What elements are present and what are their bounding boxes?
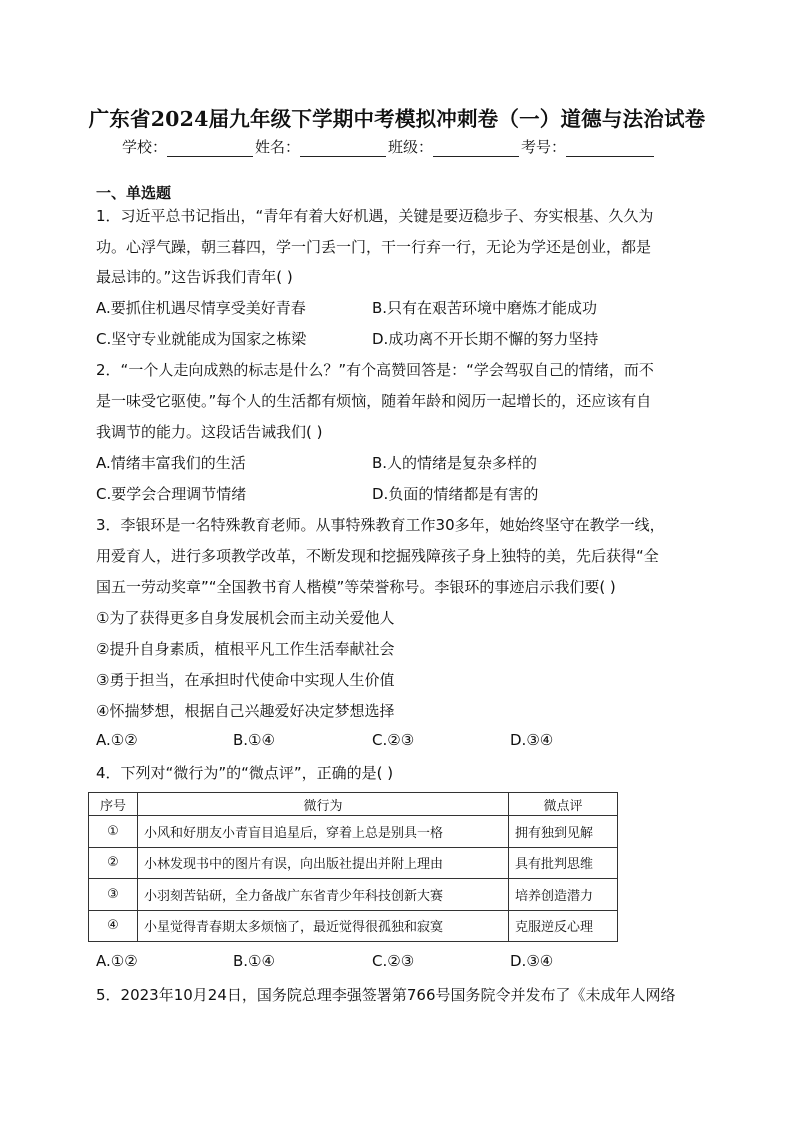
row-number: ① bbox=[89, 816, 138, 848]
row-comment: 具有批判思维 bbox=[509, 847, 618, 879]
table-row bbox=[89, 910, 618, 942]
q2-stem-line-3: 我调节的能力。这段话告诫我们( ) bbox=[96, 423, 323, 441]
header-comment: 微点评 bbox=[509, 793, 618, 816]
q1-stem-line-1: 1．习近平总书记指出，“青年有着大好机遇，关键是要迈稳步子、夯实根基、久久为 bbox=[96, 207, 654, 225]
table-header-row bbox=[89, 793, 618, 816]
q3-statement-4: ④怀揣梦想，根据自己兴趣爱好决定梦想选择 bbox=[96, 702, 395, 720]
row-behavior: 小风和好朋友小青盲目追星后，穿着上总是别具一格 bbox=[138, 816, 509, 848]
q1-option-a[interactable]: A.要抓住机遇尽情享受美好青春 bbox=[96, 299, 306, 317]
q3-stem-line-3: 国五一劳动奖章”“全国教书育人楷模”等荣誉称号。李银环的事迹启示我们要( ) bbox=[96, 578, 616, 596]
q2-stem-line-2: 是一味受它驱使。”每个人的生活都有烦恼，随着年龄和阅历一起增长的，还应该有自 bbox=[96, 392, 652, 410]
q1-stem-line-3: 最忌讳的。”这告诉我们青年( ) bbox=[96, 268, 293, 286]
q5-stem-line-1: 5．2023年10月24日，国务院总理李强签署第766号国务院令并发布了《未成年人网络 bbox=[96, 986, 676, 1004]
q4-option-a[interactable]: A.①② bbox=[96, 952, 138, 970]
row-comment: 克服逆反心理 bbox=[509, 910, 618, 942]
row-number: ④ bbox=[89, 910, 138, 942]
table-row bbox=[89, 816, 618, 848]
header-number: 序号 bbox=[89, 793, 138, 816]
row-number: ② bbox=[89, 847, 138, 879]
name-label: 姓名： bbox=[255, 138, 301, 156]
q2-option-c[interactable]: C.要学会合理调节情绪 bbox=[96, 485, 247, 503]
number-blank[interactable] bbox=[566, 140, 654, 157]
q1-option-d[interactable]: D.成功离不开长期不懈的努力坚持 bbox=[372, 330, 599, 348]
q3-statement-1: ①为了获得更多自身发展机会而主动关爱他人 bbox=[96, 609, 395, 627]
q3-option-a[interactable]: A.①② bbox=[96, 731, 138, 749]
q4-option-b[interactable]: B.①④ bbox=[233, 952, 275, 970]
section-heading: 一、单选题 bbox=[96, 184, 172, 202]
q3-option-b[interactable]: B.①④ bbox=[233, 731, 275, 749]
row-behavior: 小羽刻苦钻研，全力备战广东省青少年科技创新大赛 bbox=[138, 879, 509, 911]
q4-option-c[interactable]: C.②③ bbox=[372, 952, 415, 970]
class-label: 班级： bbox=[388, 138, 434, 156]
q3-option-d[interactable]: D.③④ bbox=[510, 731, 554, 749]
q4-stem: 4．下列对“微行为”的“微点评”，正确的是( ) bbox=[96, 764, 394, 782]
q4-option-d[interactable]: D.③④ bbox=[510, 952, 554, 970]
q1-stem-line-2: 功。心浮气躁，朝三暮四，学一门丢一门，干一行弃一行，无论为学还是创业，都是 bbox=[96, 238, 652, 256]
header-behavior: 微行为 bbox=[138, 793, 509, 816]
name-blank[interactable] bbox=[300, 140, 386, 157]
class-blank[interactable] bbox=[433, 140, 519, 157]
q2-option-b[interactable]: B.人的情绪是复杂多样的 bbox=[372, 454, 538, 472]
q2-stem-line-1: 2．“一个人走向成熟的标志是什么？”有个高赞回答是：“学会驾驭自己的情绪，而不 bbox=[96, 361, 654, 379]
q3-statement-3: ③勇于担当，在承担时代使命中实现人生价值 bbox=[96, 671, 395, 689]
q1-option-b[interactable]: B.只有在艰苦环境中磨炼才能成功 bbox=[372, 299, 598, 317]
q3-stem-line-2: 用爱育人，进行多项教学改革，不断发现和挖掘残障孩子身上独特的美，先后获得“全 bbox=[96, 547, 659, 565]
q1-option-c[interactable]: C.坚守专业就能成为国家之栋梁 bbox=[96, 330, 307, 348]
row-behavior: 小林发现书中的图片有误，向出版社提出并附上理由 bbox=[138, 847, 509, 879]
q2-option-a[interactable]: A.情绪丰富我们的生活 bbox=[96, 454, 246, 472]
row-number: ③ bbox=[89, 879, 138, 911]
table-row bbox=[89, 847, 618, 879]
q2-option-d[interactable]: D.负面的情绪都是有害的 bbox=[372, 485, 539, 503]
student-info-row bbox=[122, 136, 656, 157]
q3-stem-line-1: 3．李银环是一名特殊教育老师。从事特殊教育工作30多年，她始终坚守在教学一线， bbox=[96, 516, 665, 534]
exam-title: 广东省2024届九年级下学期中考模拟冲刺卷（一）道德与法治试卷 bbox=[88, 107, 706, 131]
table-row bbox=[89, 879, 618, 911]
school-label: 学校： bbox=[122, 138, 168, 156]
q3-statement-2: ②提升自身素质，植根平凡工作生活奉献社会 bbox=[96, 640, 395, 658]
q4-table bbox=[88, 792, 618, 942]
school-blank[interactable] bbox=[167, 140, 253, 157]
row-comment: 拥有独到见解 bbox=[509, 816, 618, 848]
q3-option-c[interactable]: C.②③ bbox=[372, 731, 415, 749]
row-comment: 培养创造潜力 bbox=[509, 879, 618, 911]
number-label: 考号： bbox=[521, 138, 567, 156]
row-behavior: 小星觉得青春期太多烦恼了，最近觉得很孤独和寂寞 bbox=[138, 910, 509, 942]
